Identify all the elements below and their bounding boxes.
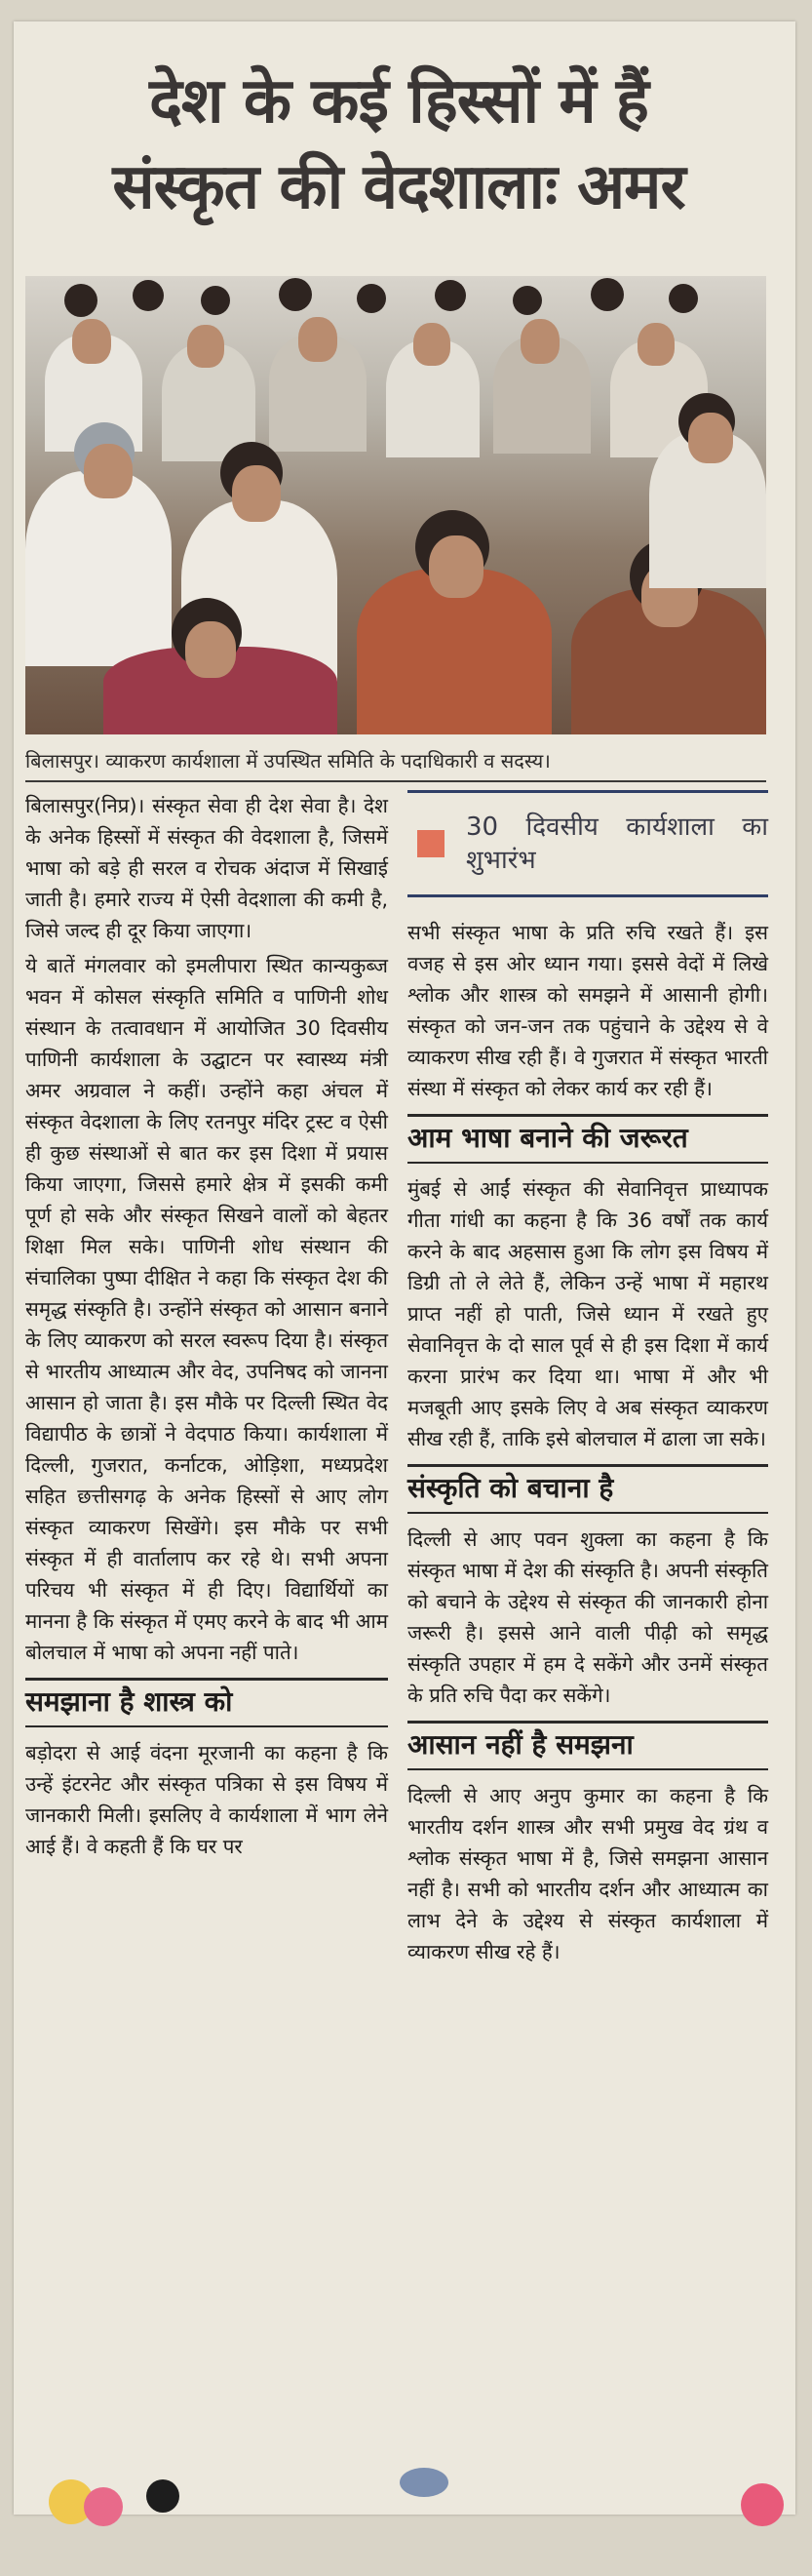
headline [14,59,784,230]
headline-line-2: संस्कृत की वेदशालाः अमर [112,151,685,223]
section-heading: संस्कृति को बचाना है [407,1464,768,1514]
section-text: मुंबई से आईं संस्कृत की सेवानिवृत्त प्राध्यापक गीता गांधी का कहना है कि 36 वर्षों तक कार्य करने के बाद अहसास हुआ कि लोग इस विषय में डिग्री तो ले लेते हैं, लेकिन उन्हें भाषा में महारथ प्राप्त नहीं हो पाती, जिसे ध्यान में रखते हुए सेवानिवृत्त के दो साल पूर्व से ही इस दिशा में कार्य करना प्रारंभ कर दिया था। भाषा में और भी मजबूती आए इसके लिए वे अब संस्कृत व्याकरण सीख रही हैं, ताकि इसे बोलचाल में ढाला जा सके। [407,1177,768,1450]
audience-photo [25,276,766,734]
square-marker-icon [417,830,445,857]
left-paragraph-after: बड़ोदरा से आई वंदना मूरजानी का कहना है कि उन्हें इंटरनेट और संस्कृत पत्रिका से इस विषय में जानकारी मिली। इसलिए वे कार्यशाला में भाग लेने आई हैं। वे कहती हैं कि घर पर [25,1741,388,1858]
section-text: दिल्ली से आए अनुप कुमार का कहना है कि भारतीय दर्शन शास्त्र और सभी प्रमुख वेद ग्रंथ व श्लोक संस्कृत भाषा में है, जिसे समझना आसान नहीं है। सभी को भारतीय दर्शन और आध्यात्म का लाभ देने के उद्देश्य से संस्कृत कार्यशाला में व्याकरण सीख रहे हैं। [407,1784,768,1963]
left-paragraph: बिलासपुर(निप्र)। संस्कृत सेवा ही देश सेवा है। देश के अनेक हिस्सों में संस्कृत की वेदशाला है, जिसमें भाषा को बड़े ही सरल व रोचक अंदाज में सिखाई जाती है। हमारे राज्य में ऐसी वेदशाला की कमी है, जिसे जल्द ही दूर किया जाएगा। [25,794,388,942]
left-column [25,790,388,1866]
left-paragraph: ये बातें मंगलवार को इमलीपारा स्थित कान्यकुब्ज भवन में कोसल संस्कृति समिति व पाणिनी शोध संस्थान के तत्वावधान में आयोजित 30 दिवसीय पाणिनी कार्यशाला के उद्घाटन पर स्वास्थ्य मंत्री अमर अग्रवाल ने कहीं। उन्होंने कहा अंचल में संस्कृत वेदशाला के लिए रतनपुर मंदिर ट्रस्ट व ऐसी ही कुछ संस्थाओं से बात कर इस दिशा में प्रयास किया जाएगा, जिससे हमारे क्षेत्र में इसकी कमी पूर्ण हो सके और संस्कृत सिखने वालों को बेहतर शिक्षा मिल सके। पाणिनी शोध संस्थान की संचालिका पुष्पा दीक्षित ने कहा कि संस्कृत देश की समृद्ध संस्कृति है। उन्होंने संस्कृत को आसान बनाने के लिए व्याकरण को सरल स्वरूप दिया है। संस्कृत से भारतीय आध्यात्म और वेद, उपनिषद को जानना आसान हो जाता है। इस मौके पर दिल्ली स्थित वेद विद्यापीठ के छात्रों ने वेदपाठ किया। कार्यशाला में दिल्ली, गुजरात, कर्नाटक, ओड़िशा, मध्यप्रदेश सहित छत्तीसगढ़ के अनेक हिस्सों से आए लोग संस्कृत व्याकरण सिखेंगे। इस मौके पर सभी संस्कृत में ही वार्तालाप कर रहे थे। सभी अपना परिचय भी संस्कृत में ही दिए। विद्यार्थियों का मानना है कि संस्कृत में एमए करने के बाद भी आम बोलचाल में भाषा को अपना नहीं पाते। [25,954,388,1664]
section-heading: आसान नहीं है समझना [407,1721,768,1770]
highlight-box [407,790,768,897]
right-intro: सभी संस्कृत भाषा के प्रति रुचि रखते हैं। इस वजह से इस ओर ध्यान गया। इससे वेदों में लिखे श्लोक और शास्त्र को समझने में आसानी होगी। संस्कृत को जन-जन तक पहुंचाने के उद्देश्य से वे व्याकरण सीख रही हैं। वे गुजरात में संस्कृत भारती संस्था में संस्कृत को लेकर कार्य कर रही हैं। [407,921,768,1100]
box-title: 30 दिवसीय कार्यशाला का शुभारंभ [466,812,768,875]
bottom-decoration [0,2458,812,2576]
photo-caption: बिलासपुर। व्याकरण कार्यशाला में उपस्थित समिति के पदाधिकारी व सदस्य। [25,741,766,782]
left-subheading: समझाना है शास्त्र को [25,1678,388,1727]
section-text: दिल्ली से आए पवन शुक्ला का कहना है कि संस्कृत भाषा में देश की संस्कृति है। अपनी संस्कृति को बचाने के उद्देश्य से संस्कृत की जानकारी होना जरूरी है। इससे आने वाली पीढ़ी को समृद्ध संस्कृति उपहार में हम दे सकेंगे और उनमें संस्कृत के प्रति रुचि पैदा कर सकेंगे। [407,1527,768,1707]
right-column [407,790,768,1971]
headline-line-1: देश के कई हिस्सों में हैं [149,65,648,138]
section-heading: आम भाषा बनाने की जरूरत [407,1114,768,1164]
